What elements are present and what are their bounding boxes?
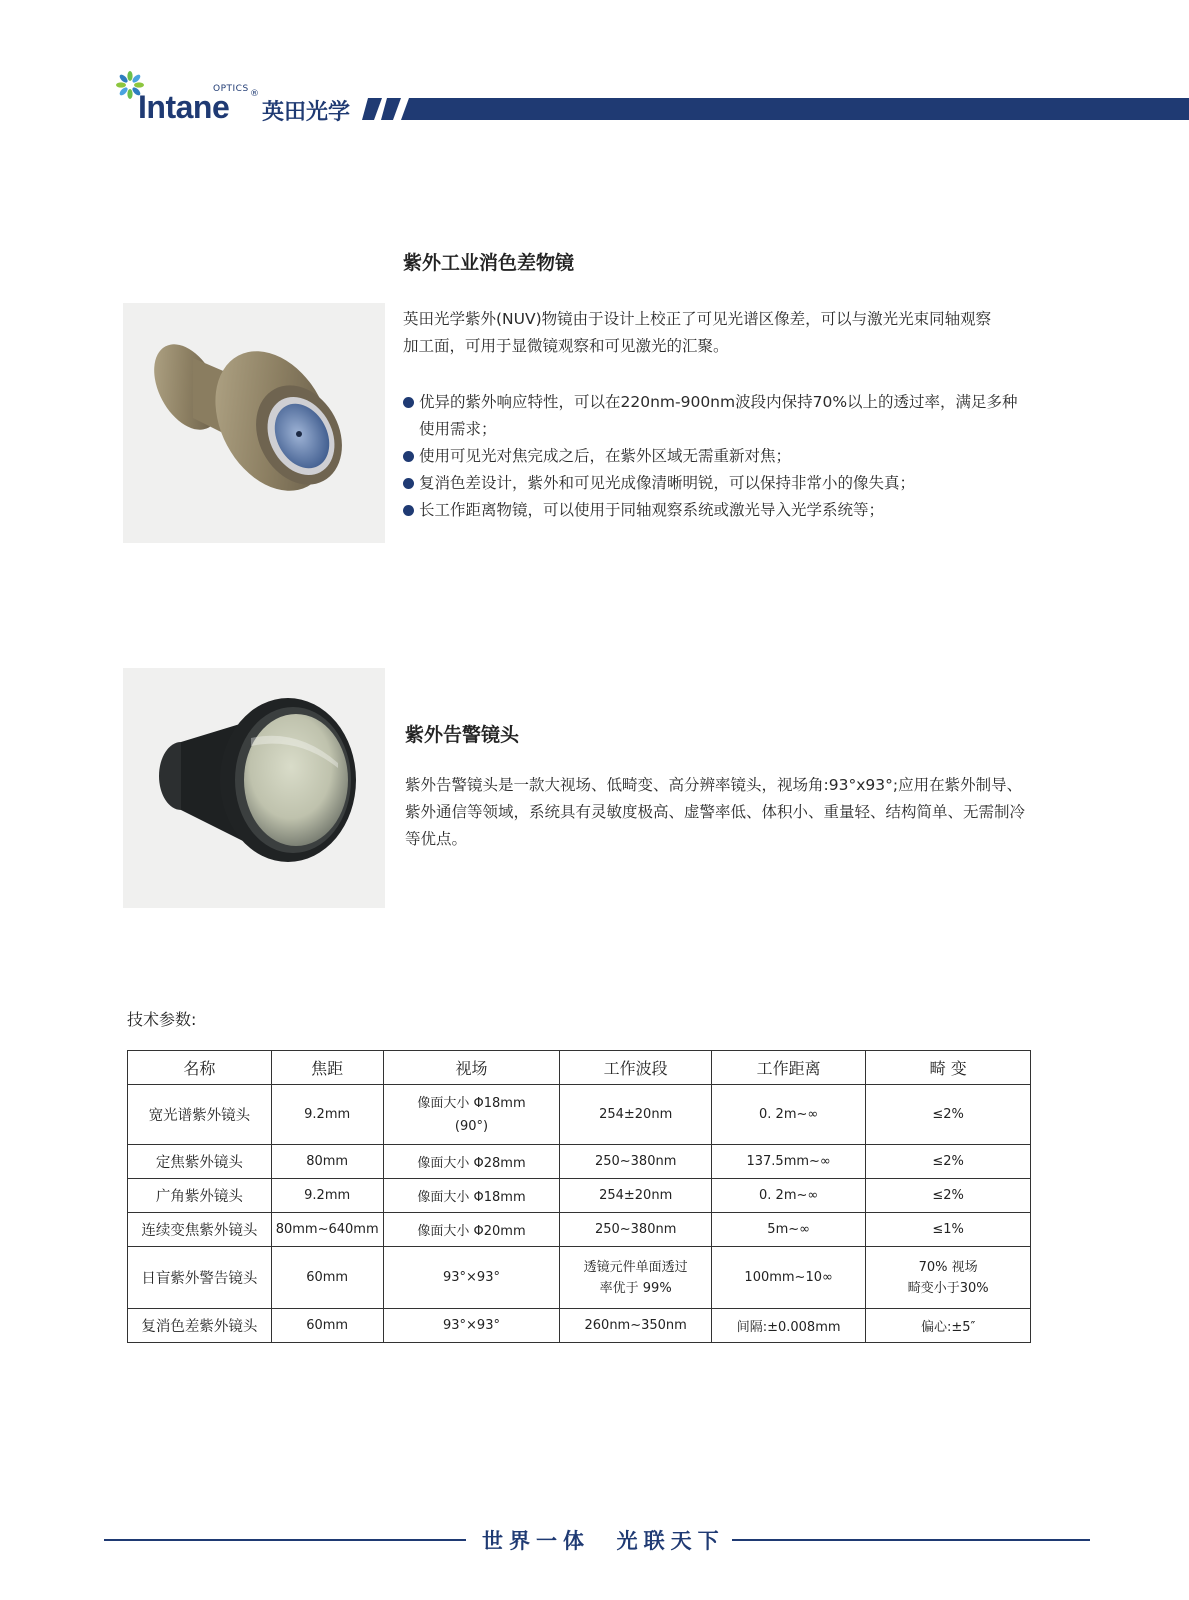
product1-description <box>403 306 991 360</box>
table-cell: 宽光谱紫外镜头 <box>128 1085 272 1145</box>
product2-description <box>405 772 1025 853</box>
logo-wordmark: Intane <box>138 89 230 125</box>
footer-divider-left <box>104 1539 466 1541</box>
table-cell: 连续变焦紫外镜头 <box>128 1213 272 1247</box>
logo-optics-label: OPTICS <box>213 84 249 94</box>
table-row <box>128 1309 1031 1343</box>
table-cell: 像面大小 Φ20mm <box>383 1213 560 1247</box>
table-cell: 254±20nm <box>560 1085 712 1145</box>
column-header: 畸 变 <box>866 1051 1031 1085</box>
feature-line: 使用可见光对焦完成之后，在紫外区域无需重新对焦； <box>419 447 792 465</box>
uv-warning-lens-image <box>123 668 385 908</box>
column-header: 视场 <box>383 1051 560 1085</box>
column-header: 名称 <box>128 1051 272 1085</box>
page-header <box>112 64 1189 128</box>
footer-divider-right <box>732 1539 1090 1541</box>
feature-item <box>403 443 1018 470</box>
table-cell: 广角紫外镜头 <box>128 1179 272 1213</box>
column-header: 焦距 <box>271 1051 383 1085</box>
table-row <box>128 1145 1031 1179</box>
feature-line: 长工作距离物镜，可以使用于同轴观察系统或激光导入光学系统等； <box>419 501 885 519</box>
table-cell: 260nm~350nm <box>560 1309 712 1343</box>
footer-slogan: 世界一体 光联天下 <box>482 1529 725 1553</box>
product2-title: 紫外告警镜头 <box>405 724 520 746</box>
table-row <box>128 1213 1031 1247</box>
table-cell: 250~380nm <box>560 1213 712 1247</box>
table-cell: ≤2% <box>866 1179 1031 1213</box>
feature-item <box>403 389 1018 443</box>
table-cell: 像面大小 Φ18mm (90°) <box>383 1085 560 1145</box>
registered-mark: ® <box>250 89 259 99</box>
product1-feature-list <box>403 389 1018 524</box>
bullet-dot-icon <box>403 451 414 462</box>
feature-line: 复消色差设计，紫外和可见光成像清晰明锐，可以保持非常小的像失真； <box>419 474 916 492</box>
table-cell: 137.5mm~∞ <box>711 1145 865 1179</box>
table-cell: 间隔:±0.008mm <box>711 1309 865 1343</box>
table-cell: 0. 2m~∞ <box>711 1085 865 1145</box>
table-cell: 60mm <box>271 1309 383 1343</box>
product1-photo <box>123 303 385 543</box>
product1-description-line: 加工面，可用于显微镜观察和可见激光的汇聚。 <box>403 337 729 355</box>
table-cell: 透镜元件单面透过 率优于 99% <box>560 1247 712 1309</box>
specs-label: 技术参数: <box>127 1010 197 1029</box>
table-cell: 60mm <box>271 1247 383 1309</box>
table-cell: ≤1% <box>866 1213 1031 1247</box>
table-cell: 复消色差紫外镜头 <box>128 1309 272 1343</box>
bullet-dot-icon <box>403 397 414 408</box>
table-row <box>128 1247 1031 1309</box>
page-footer <box>104 1525 1090 1555</box>
specs-table <box>127 1050 1031 1343</box>
table-cell: 80mm <box>271 1145 383 1179</box>
table-cell: 9.2mm <box>271 1179 383 1213</box>
table-cell: ≤2% <box>866 1145 1031 1179</box>
product2-description-line: 紫外通信等领域，系统具有灵敏度极高、虚警率低、体积小、重量轻、结构简单、无需制冷 <box>405 803 1026 821</box>
table-cell: 80mm~640mm <box>271 1213 383 1247</box>
table-cell: 像面大小 Φ28mm <box>383 1145 560 1179</box>
logo-chinese-name: 英田光学 <box>262 100 351 125</box>
feature-item <box>403 470 1018 497</box>
table-cell: 定焦紫外镜头 <box>128 1145 272 1179</box>
table-header-row <box>128 1051 1031 1085</box>
feature-line: 优异的紫外响应特性，可以在220nm-900nm波段内保持70%以上的透过率，满足多种 <box>419 393 1018 411</box>
table-cell: 93°×93° <box>383 1309 560 1343</box>
product1-description-line: 英田光学紫外(NUV)物镜由于设计上校正了可见光谱区像差，可以与激光光束同轴观察 <box>403 310 992 328</box>
bullet-dot-icon <box>403 478 414 489</box>
table-cell: 254±20nm <box>560 1179 712 1213</box>
table-cell: 250~380nm <box>560 1145 712 1179</box>
table-cell: 9.2mm <box>271 1085 383 1145</box>
column-header: 工作波段 <box>560 1051 712 1085</box>
product2-description-line: 等优点。 <box>405 830 468 848</box>
table-cell: 5m~∞ <box>711 1213 865 1247</box>
table-cell: 日盲紫外警告镜头 <box>128 1247 272 1309</box>
table-cell: 70% 视场 畸变小于30% <box>866 1247 1031 1309</box>
feature-line: 使用需求； <box>419 420 497 438</box>
table-cell: 100mm~10∞ <box>711 1247 865 1309</box>
feature-item <box>403 497 1018 524</box>
product2-description-line: 紫外告警镜头是一款大视场、低畸变、高分辨率镜头，视场角:93°x93°;应用在紫外制导、 <box>405 776 1023 794</box>
table-cell: 0. 2m~∞ <box>711 1179 865 1213</box>
table-cell: ≤2% <box>866 1085 1031 1145</box>
bullet-dot-icon <box>403 505 414 516</box>
objective-lens-image <box>123 303 385 543</box>
table-row <box>128 1179 1031 1213</box>
header-stripe-bar <box>362 98 1189 120</box>
table-row <box>128 1085 1031 1145</box>
table-cell: 偏心:±5″ <box>866 1309 1031 1343</box>
product2-photo <box>123 668 385 908</box>
table-cell: 93°×93° <box>383 1247 560 1309</box>
product1-title: 紫外工业消色差物镜 <box>403 252 575 274</box>
table-cell: 像面大小 Φ18mm <box>383 1179 560 1213</box>
column-header: 工作距离 <box>711 1051 865 1085</box>
